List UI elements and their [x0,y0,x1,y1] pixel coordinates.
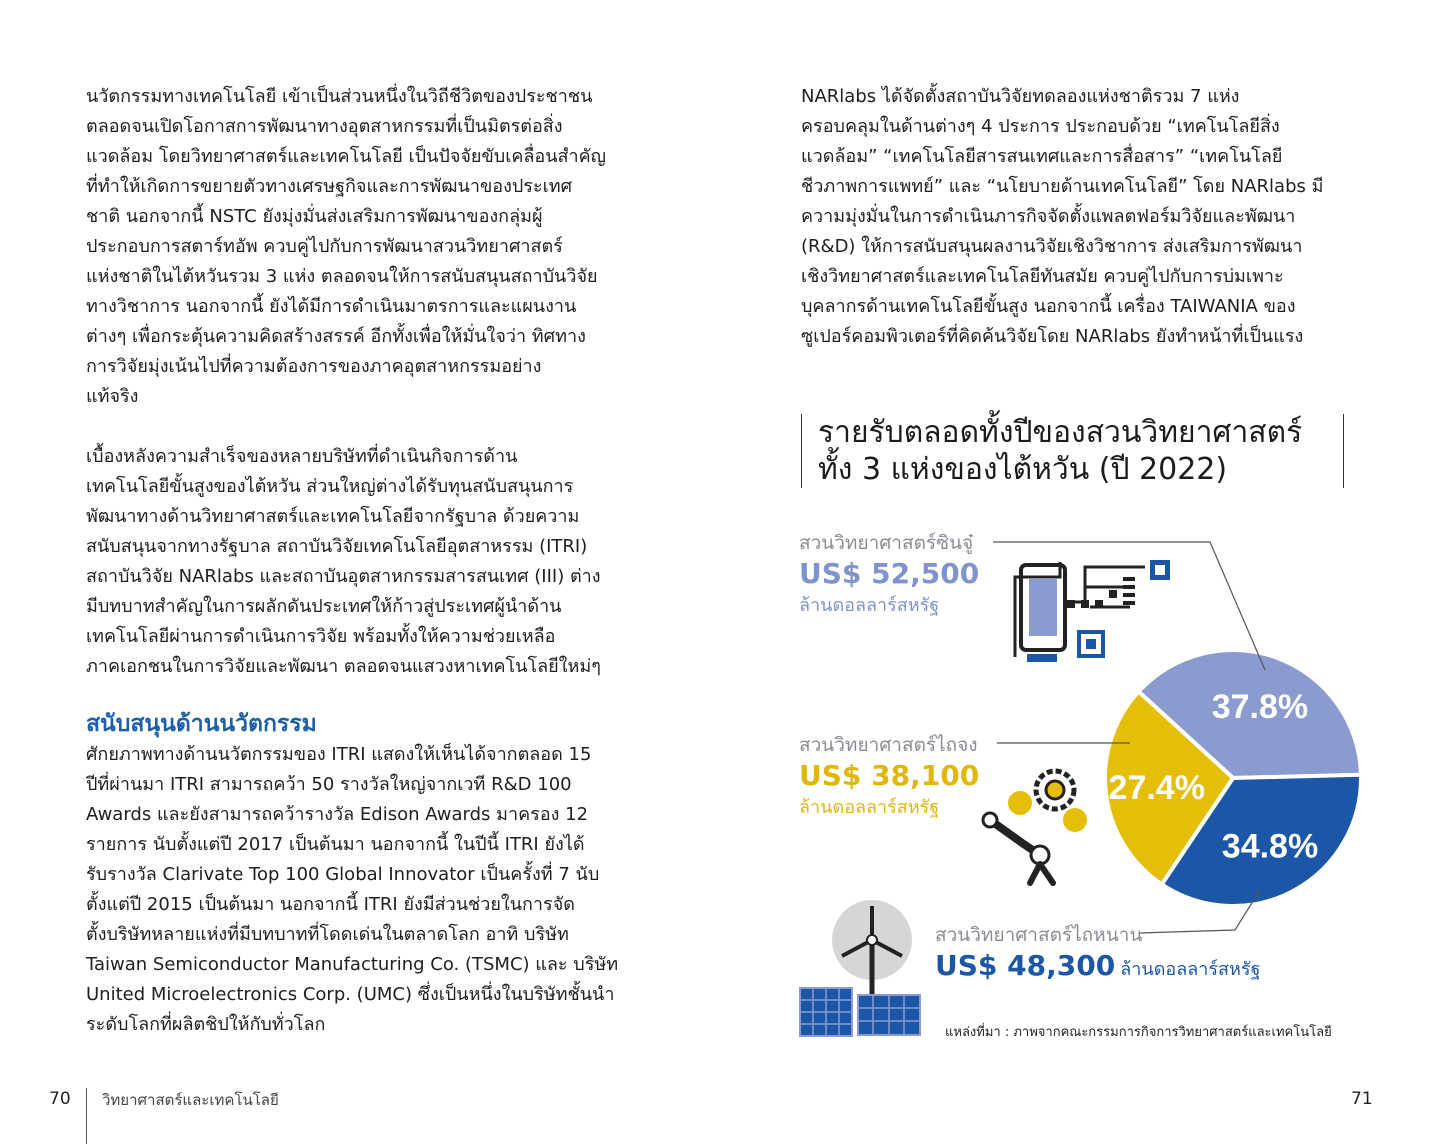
hsinchu-amount: US$ 52,500 [799,557,980,590]
text-line: เชิงวิทยาศาสตร์และเทคโนโลยีทันสมัย ควบคู่ไปกับการบ่มเพาะ [801,266,1284,287]
text-line: Awards และยังสามารถคว้ารางวัล Edison Awards มาครอง 12 [86,804,589,825]
hsinchu-name: สวนวิทยาศาสตร์ซินจู๋ [799,532,974,554]
text-line: การวิจัยมุ่งเน้นไปที่ความต้องการของภาคอุตสาหกรรมอย่าง [86,356,542,377]
text-line: ต่างๆ เพื่อกระตุ้นความคิดสร้างสรรค์ อีกทั้งเพื่อให้มั่นใจว่า ทิศทาง [86,326,586,347]
taichung-amount: US$ 38,100 [799,759,980,792]
text-line: เทคโนโลยีผ่านการดำเนินการวิจัย พร้อมทั้งให้ความช่วยเหลือ [86,626,556,647]
text-line: บุคลากรด้านเทคโนโลยีขั้นสูง นอกจากนี้ เครื่อง TAIWANIA ของ [801,296,1296,317]
text-line: United Microelectronics Corp. (UMC) ซึ่งเป็นหนึ่งในบริษัทชั้นนำ [86,984,615,1005]
left-paragraph-2 [86,442,631,682]
wind-turbine-solar-panel-icon [800,900,920,1036]
text-line: ปีที่ผ่านมา ITRI สามารถคว้า 50 รางวัลใหญ่จากเวที R&D 100 [86,774,572,795]
text-line: ซูเปอร์คอมพิวเตอร์ที่คิดค้นวิจัยโดย NARlabs ยังทำหน้าที่เป็นแรง [801,326,1304,347]
tainan-unit: ล้านดอลลาร์สหรัฐ [1120,959,1261,980]
chart-title-line-1: รายรับตลอดทั้งปีของสวนวิทยาศาสตร์ [818,415,1303,450]
text-line: มีบทบาทสำคัญในการผลักดันประเทศให้ก้าวสู่ประเทศผู้นำด้าน [86,596,562,617]
text-line: ตั้งบริษัทหลายแห่งที่มีบทบาทที่โดดเด่นในตลาดโลก อาทิ บริษัท [86,924,569,945]
text-line: แท้จริง [86,386,139,407]
hsinchu-label [799,528,979,619]
text-line: พัฒนาทางด้านวิทยาศาสตร์และเทคโนโลยีจากรัฐบาล ด้วยความ [86,506,580,527]
text-line: ประกอบการสตาร์ทอัพ ควบคู่ไปกับการพัฒนาสวนวิทยาศาสตร์ [86,236,563,257]
chart-title-line-2: ทั้ง 3 แห่งของไต้หวัน (ปี 2022) [818,452,1228,487]
page-number-left: 70 [49,1089,71,1109]
tainan-amount: US$ 48,300 [935,949,1116,982]
pie-slices [1105,650,1361,906]
text-line: รับรางวัล Clarivate Top 100 Global Innovator เป็นครั้งที่ 7 นับ [86,864,600,885]
text-line: เทคโนโลยีขั้นสูงของไต้หวัน ส่วนใหญ่ต่างได้รับทุนสนับสนุนการ [86,476,574,497]
footer-title: วิทยาศาสตร์และเทคโนโลยี [102,1091,279,1109]
footer-divider [86,1088,87,1144]
text-line: ภาคเอกชนในการวิจัยและพัฒนา ตลอดจนแสวงหาเทคโนโลยีใหม่ๆ [86,656,601,677]
text-line: NARlabs ได้จัดตั้งสถาบันวิจัยทดลองแห่งชาติรวม 7 แห่ง [801,86,1240,107]
text-line: ชีวภาพการแพทย์” และ “นโยบายด้านเทคโนโลยี” โดย NARlabs มี [801,176,1324,197]
taichung-unit: ล้านดอลลาร์สหรัฐ [799,797,940,818]
text-line: ที่ทำให้เกิดการขยายตัวทางเศรษฐกิจและการพัฒนาของประเทศ [86,176,573,197]
pie-label-2: 34.8% [1221,827,1319,866]
circuit-board-icon [1015,560,1170,662]
text-line: ระดับโลกที่ผลิตชิปให้กับทั่วโลก [86,1014,326,1035]
text-line: รายการ นับตั้งแต่ปี 2017 เป็นต้นมา นอกจากนี้ ในปีนี้ ITRI ยังได้ [86,834,585,855]
chart-title [801,414,1344,488]
tainan-label [935,920,1261,983]
pie-label-0: 37.8% [1211,688,1309,727]
text-line: แวดล้อม” “เทคโนโลยีสารสนเทศและการสื่อสาร” “เทคโนโลยี [801,146,1283,167]
text-line: สนับสนุนจากทางรัฐบาล สถาบันวิจัยเทคโนโลยีอุตสาหรรม (ITRI) [86,536,588,557]
text-line: (R&D) ให้การสนับสนุนผลงานวิจัยเชิงวิชาการ ส่งเสริมการพัฒนา [801,236,1303,257]
left-paragraph-3 [86,740,631,1040]
text-line: แห่งชาติในไต้หวันรวม 3 แห่ง ตลอดจนให้การสนับสนุนสถาบันวิจัย [86,266,598,287]
page-number-right: 71 [1351,1089,1373,1109]
text-line: สถาบันวิจัย NARlabs และสถาบันอุตสาหกรรมสารสนเทศ (III) ต่าง [86,566,601,587]
pie-label-1: 27.4% [1108,769,1205,808]
taichung-name: สวนวิทยาศาสตร์ไถจง [799,734,978,756]
text-line: ตลอดจนเปิดโอกาสการพัฒนาทางอุตสาหกรรมที่เป็นมิตรต่อสิ่ง [86,116,563,137]
taichung-label [799,730,979,821]
hsinchu-unit: ล้านดอลลาร์สหรัฐ [799,595,940,616]
text-line: ศักยภาพทางด้านนวัตกรรมของ ITRI แสดงให้เห็นได้จากตลอด 15 [86,744,592,765]
text-line: ชาติ นอกจากนี้ NSTC ยังมุ่งมั่นส่งเสริมการพัฒนาของกลุ่มผู้ [86,206,543,227]
section-heading: สนับสนุนด้านนวัตกรรม [86,711,317,737]
text-line: เบื้องหลังความสำเร็จของหลายบริษัทที่ดำเนินกิจการด้าน [86,446,518,467]
text-line: ตั้งแต่ปี 2015 เป็นต้นมา นอกจากนี้ ITRI ยังมีส่วนช่วยในการจัด [86,894,575,915]
tainan-name: สวนวิทยาศาสตร์ไถหนาน [935,924,1143,946]
text-line: ทางวิชาการ นอกจากนี้ ยังได้มีการดำเนินมาตรการและแผนงาน [86,296,577,317]
right-page [715,0,1430,1144]
text-line: Taiwan Semiconductor Manufacturing Co. (TSMC) และ บริษัท [86,954,619,975]
text-line: แวดล้อม โดยวิทยาศาสตร์และเทคโนโลยี เป็นปัจจัยขับเคลื่อนสำคัญ [86,146,607,167]
left-paragraph-1 [86,82,631,412]
text-line: ครอบคลุมในด้านต่างๆ 4 ประการ ประกอบด้วย “เทคโนโลยีสิ่ง [801,116,1280,137]
text-line: นวัตกรรมทางเทคโนโลยี เข้าเป็นส่วนหนึ่งในวิถีชีวิตของประชาชน [86,86,593,107]
source-note: แหล่งที่มา : ภาพจากคณะกรรมการกิจการวิทยาศาสตร์และเทคโนโลยี [945,1025,1332,1040]
text-line: ความมุ่งมั่นในการดำเนินภารกิจจัดตั้งแพลตฟอร์มวิจัยและพัฒนา [801,206,1296,227]
right-paragraph-1 [801,82,1346,352]
robot-arm-gears-icon [983,771,1087,883]
